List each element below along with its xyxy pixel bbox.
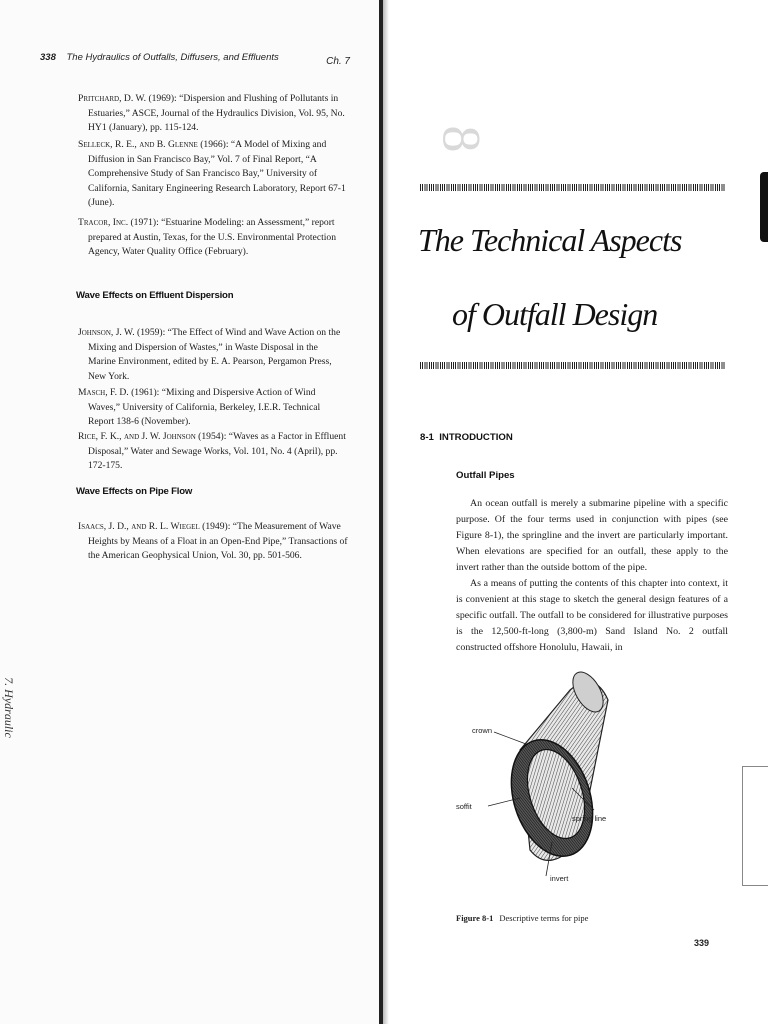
ref-text: (1961): “Mixing and Dispersive Action of Wind Waves,” University of California, Berkeley, I.E.R. Technical Report 138-6 (November). xyxy=(88,387,321,427)
running-title: The Hydraulics of Outfalls, Diffusers, and Effluents xyxy=(66,52,279,63)
ref-text: (1949): “The Measurement of Wave Heights by Means of a Float in an Open-End Pipe,” Transactions of the American Geophysical Union, Vol. 30, pp. 501-506. xyxy=(88,521,348,561)
chapter-label: Ch. 7 xyxy=(326,56,350,67)
figure-pipe xyxy=(456,670,700,900)
handwritten-margin-note: 7. Hydraulic xyxy=(1,677,16,738)
reference-pritchard xyxy=(78,92,348,136)
section-title: INTRODUCTION xyxy=(439,432,513,443)
paragraph: As a means of putting the contents of this chapter into context, it is convenient at this stage to sketch the general design features of a specific outfall. The outfall to be considered for illustrative purposes is the 12,500-ft-long (3,800-m) Sand Island No. 2 outfall constructed offshore Honolulu, Hawaii, in xyxy=(456,578,728,653)
chapter-title-line2: of Outfall Design xyxy=(452,296,658,332)
caption-number: Figure 8-1 xyxy=(456,913,494,923)
ref-author: Masch, F. D. xyxy=(78,387,129,398)
section-heading-pipe-flow: Wave Effects on Pipe Flow xyxy=(76,486,193,497)
reference-masch xyxy=(78,386,348,430)
pipe-illustration xyxy=(460,670,700,900)
ref-author: Pritchard, D. W. xyxy=(78,93,147,104)
label-invert: invert xyxy=(550,874,569,883)
faint-chapter-number: 8 xyxy=(431,125,492,153)
section-heading xyxy=(420,432,513,443)
left-running-head xyxy=(40,52,350,67)
label-crown: crown xyxy=(472,726,493,735)
right-page-number: 339 xyxy=(694,938,710,948)
ref-author: Selleck, R. E., and B. Glenne xyxy=(78,139,198,150)
ref-author: Johnson, J. W. xyxy=(78,327,135,338)
ref-text: (1966): “A Model of Mixing and Diffusion in San Francisco Bay,” Vol. 7 of Final Report, “A Comprehensive Study of San Francisco Bay,” University of California, Sanitary Engineering Research Laboratory, Report 67-1 (June). xyxy=(88,139,346,208)
ref-text: (1959): “The Effect of Wind and Wave Action on the Mixing and Dispersion of Wastes,” in Waste Disposal in the Marine Environment, edited by E. A. Pearson, Pergamon Press, New York. xyxy=(88,327,341,382)
ref-text: (1969): “Dispersion and Flushing of Pollutants in Estuaries,” ASCE, Journal of the Hydraulics Division, Vol. 95, No. HY1 (January), pp. 115-124. xyxy=(88,93,345,133)
gutter-shadow xyxy=(383,0,389,1024)
reference-selleck xyxy=(78,138,348,211)
margin-scribble xyxy=(742,766,768,886)
reference-isaacs xyxy=(78,520,348,564)
ref-author: Isaacs, J. D., and R. L. Wiegel xyxy=(78,521,200,532)
section-number: 8-1 xyxy=(420,432,434,443)
label-soffit: soffit xyxy=(456,802,472,811)
title-rule-top xyxy=(420,184,726,191)
label-spring-line: spring line xyxy=(572,814,607,823)
section-heading-wave-dispersion: Wave Effects on Effluent Dispersion xyxy=(76,290,234,301)
reference-johnson xyxy=(78,326,348,384)
reference-rice xyxy=(78,430,348,474)
left-page-number: 338 xyxy=(40,52,56,63)
page-edge-tab xyxy=(760,172,768,242)
ref-text: (1971): “Estuarine Modeling: an Assessment,” report prepared at Austin, Texas, for the U.S. Environmental Protection Agency, Water Quality Office (February). xyxy=(88,217,336,257)
title-rule-bottom xyxy=(420,362,726,369)
reference-tracor xyxy=(78,216,348,260)
ref-author: Rice, F. K., and J. W. Johnson xyxy=(78,431,196,442)
subsection-heading: Outfall Pipes xyxy=(456,470,515,481)
paragraph: An ocean outfall is merely a submarine pipeline with a specific purpose. Of the four terms used in conjunction with pipes (see Figure 8-1), the springline and the invert are particularly important. When elevations are specified for an outfall, these apply to the invert rather than the outside bottom of the pipe. xyxy=(456,498,728,573)
figure-caption xyxy=(456,913,588,923)
ref-text: (1954): “Waves as a Factor in Effluent Disposal,” Water and Sewage Works, Vol. 101, No. 4 (April), pp. 172-175. xyxy=(88,431,346,471)
body-text xyxy=(456,496,728,656)
ref-author: Tracor, Inc. xyxy=(78,217,129,228)
caption-text: Descriptive terms for pipe xyxy=(499,913,589,923)
chapter-title-line1: The Technical Aspects xyxy=(418,222,682,258)
